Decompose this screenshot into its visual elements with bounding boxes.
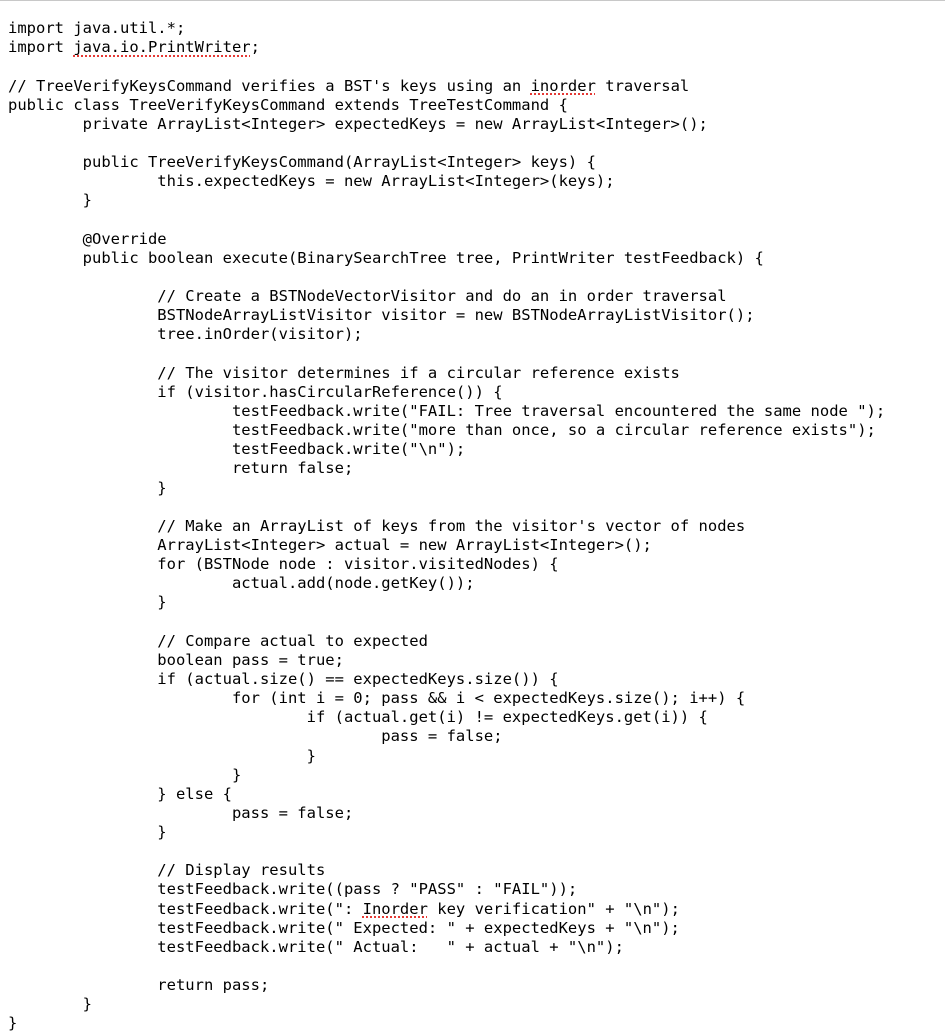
code-line[interactable]: public TreeVerifyKeysCommand(ArrayList<Integer> keys) {: [8, 153, 596, 172]
code-line[interactable]: }: [8, 995, 92, 1014]
code-line[interactable]: testFeedback.write((pass ? "PASS" : "FAIL"));: [8, 880, 578, 899]
code-line[interactable]: [8, 268, 938, 287]
code-line[interactable]: // TreeVerifyKeysCommand verifies a BST's keys using an inorder traversal: [8, 76, 690, 95]
code-line[interactable]: ArrayList<Integer> actual = new ArrayList<Integer>();: [8, 535, 652, 554]
code-line[interactable]: BSTNodeArrayListVisitor visitor = new BSTNodeArrayListVisitor();: [8, 306, 755, 325]
misspelled-word: java.io.PrintWriter: [73, 38, 251, 57]
code-line[interactable]: public boolean execute(BinarySearchTree tree, PrintWriter testFeedback) {: [8, 248, 764, 267]
code-line[interactable]: if (actual.get(i) != expectedKeys.get(i)) {: [8, 708, 708, 727]
code-line[interactable]: [8, 134, 938, 153]
code-line[interactable]: }: [8, 765, 242, 784]
misspelled-word: inorder: [530, 76, 596, 95]
code-line[interactable]: return pass;: [8, 976, 270, 995]
code-line[interactable]: testFeedback.write("\n");: [8, 440, 466, 459]
code-line[interactable]: }: [8, 191, 92, 210]
code-line[interactable]: testFeedback.write(" Actual: " + actual + "\n");: [8, 937, 624, 956]
misspelled-word: Inorder: [362, 899, 428, 918]
code-line[interactable]: tree.inOrder(visitor);: [8, 325, 363, 344]
code-line[interactable]: // Display results: [8, 861, 326, 880]
code-line[interactable]: // The visitor determines if a circular reference exists: [8, 363, 680, 382]
code-line[interactable]: testFeedback.write(": Inorder key verification" + "\n");: [8, 899, 680, 918]
code-line[interactable]: if (actual.size() == expectedKeys.size()) {: [8, 669, 559, 688]
code-line[interactable]: }: [8, 823, 167, 842]
code-line[interactable]: }: [8, 1014, 18, 1033]
code-line[interactable]: [8, 957, 938, 976]
code-line[interactable]: testFeedback.write("FAIL: Tree traversal encountered the same node ");: [8, 401, 886, 420]
code-line[interactable]: }: [8, 478, 167, 497]
code-line[interactable]: testFeedback.write("more than once, so a circular reference exists");: [8, 421, 876, 440]
code-line[interactable]: @Override: [8, 229, 167, 248]
code-editor[interactable]: [8, 0, 938, 1034]
code-line[interactable]: [8, 613, 938, 632]
code-line[interactable]: boolean pass = true;: [8, 650, 344, 669]
code-line[interactable]: // Compare actual to expected: [8, 631, 428, 650]
code-line[interactable]: import java.io.PrintWriter;: [8, 38, 260, 57]
code-line[interactable]: import java.util.*;: [8, 19, 186, 38]
code-line[interactable]: for (BSTNode node : visitor.visitedNodes) {: [8, 555, 559, 574]
code-line[interactable]: if (visitor.hasCircularReference()) {: [8, 382, 503, 401]
code-line[interactable]: return false;: [8, 459, 354, 478]
code-line[interactable]: this.expectedKeys = new ArrayList<Integer>(keys);: [8, 172, 615, 191]
code-line[interactable]: }: [8, 593, 167, 612]
code-line[interactable]: for (int i = 0; pass && i < expectedKeys.size(); i++) {: [8, 689, 746, 708]
code-line[interactable]: public class TreeVerifyKeysCommand extends TreeTestCommand {: [8, 95, 568, 114]
code-line[interactable]: [8, 842, 938, 861]
code-line[interactable]: actual.add(node.getKey());: [8, 574, 475, 593]
code-line[interactable]: // Create a BSTNodeVectorVisitor and do an in order traversal: [8, 287, 727, 306]
code-line[interactable]: [8, 345, 938, 364]
code-line[interactable]: pass = false;: [8, 727, 503, 746]
code-line[interactable]: } else {: [8, 784, 232, 803]
code-line[interactable]: [8, 498, 938, 517]
code-line[interactable]: private ArrayList<Integer> expectedKeys = new ArrayList<Integer>();: [8, 114, 708, 133]
code-line[interactable]: // Make an ArrayList of keys from the visitor's vector of nodes: [8, 516, 746, 535]
code-line[interactable]: testFeedback.write(" Expected: " + expectedKeys + "\n");: [8, 918, 680, 937]
code-line[interactable]: }: [8, 746, 316, 765]
code-line[interactable]: pass = false;: [8, 803, 354, 822]
code-line[interactable]: [8, 57, 938, 76]
code-line[interactable]: [8, 211, 938, 230]
